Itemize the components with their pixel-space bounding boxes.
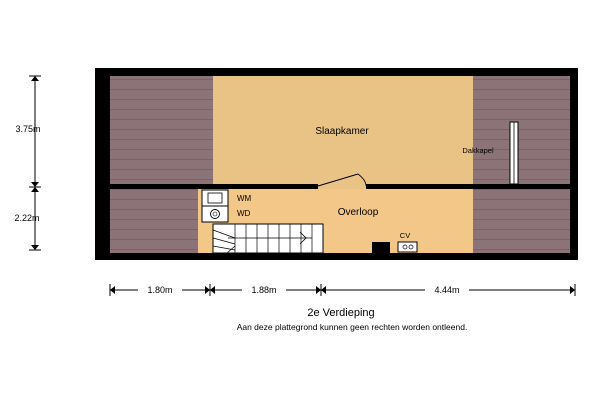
- label-landing: Overloop: [337, 207, 379, 218]
- dimension-height-upper: 3.75m: [15, 124, 41, 134]
- roof-slope-top-right: [473, 76, 570, 184]
- boiler-unit: [398, 242, 417, 252]
- dimension-width-middle: 1.88m: [251, 285, 277, 295]
- staircase: [213, 224, 323, 253]
- dimension-width-left: 1.80m: [147, 285, 173, 295]
- roof-slope-top-left: [110, 76, 213, 184]
- floor-title: 2e Verdieping: [307, 307, 375, 319]
- vertical-dimension: [29, 76, 41, 250]
- label-dormer: Dakkapel: [462, 146, 494, 155]
- washer-appliance: [202, 190, 228, 206]
- label-dryer: WD: [237, 209, 251, 218]
- disclaimer: Aan deze plattegrond kunnen geen rechten worden ontleend.: [236, 322, 468, 332]
- roof-slope-bottom-left: [110, 189, 198, 253]
- dryer-appliance: [202, 206, 228, 222]
- label-bedroom: Slaapkamer: [315, 126, 369, 137]
- label-washer: WM: [237, 194, 252, 203]
- label-boiler: CV: [399, 231, 411, 240]
- roof-slope-bottom-right: [473, 189, 570, 253]
- dimension-width-right: 4.44m: [434, 285, 460, 295]
- shaft-block: [372, 242, 390, 253]
- dimension-height-lower: 2.22m: [14, 213, 40, 223]
